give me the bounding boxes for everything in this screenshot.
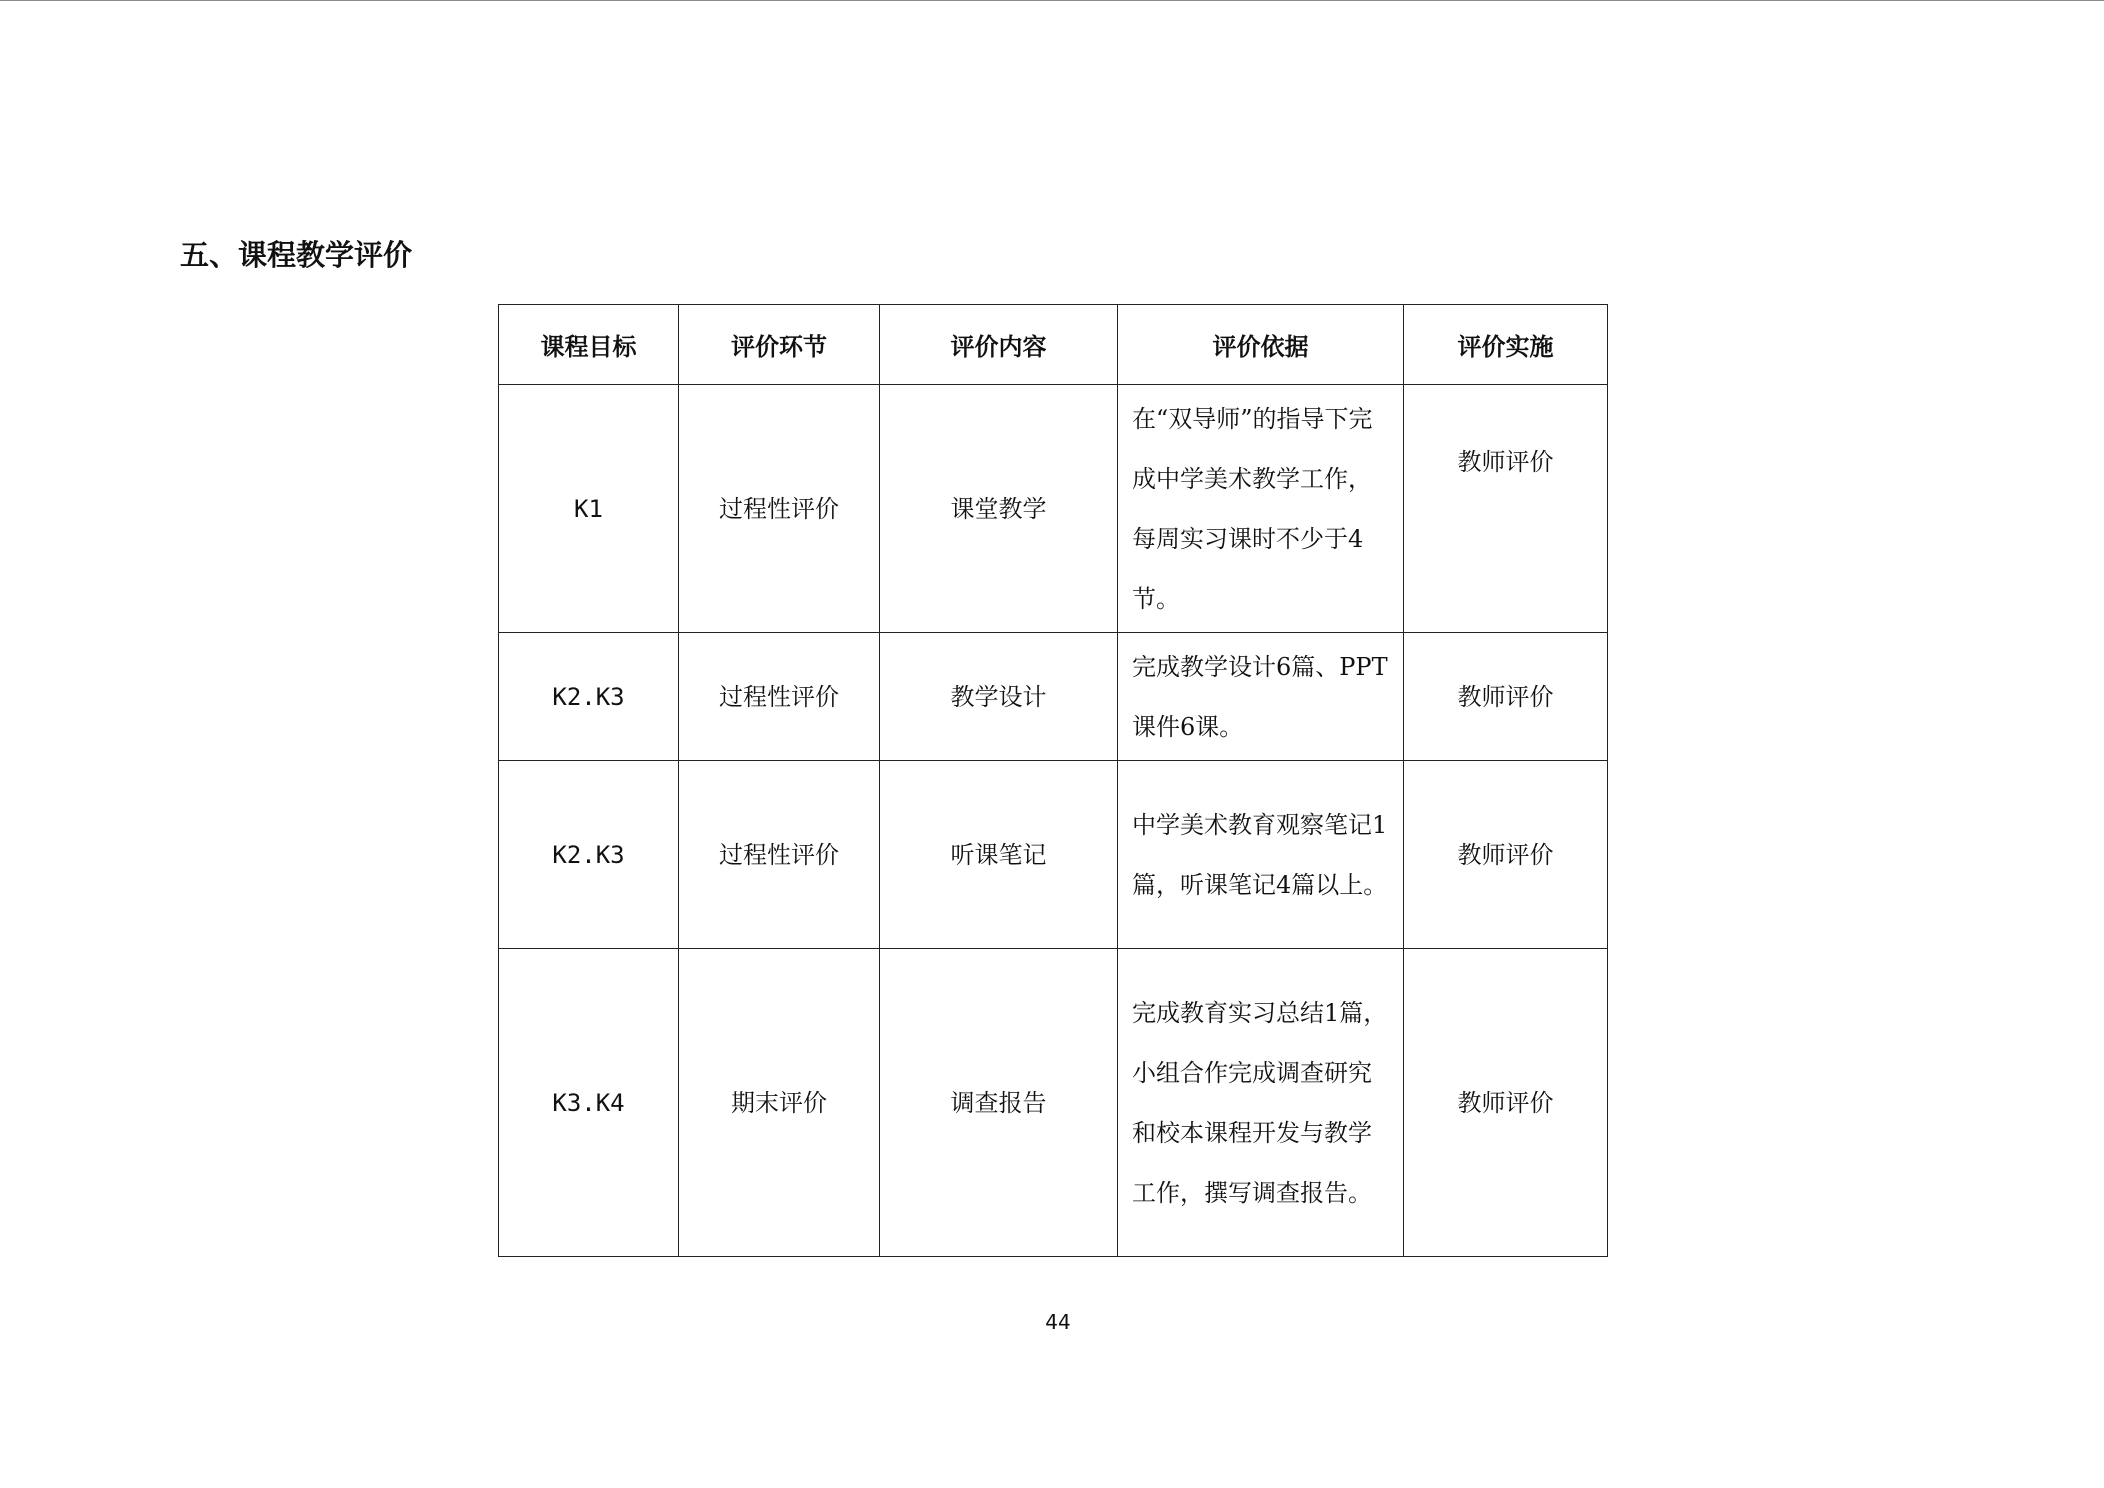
cell-goal: K2.K3 bbox=[499, 633, 679, 761]
cell-basis: 中学美术教育观察笔记1篇，听课笔记4篇以上。 bbox=[1118, 761, 1404, 949]
cell-implementation: 教师评价 bbox=[1404, 633, 1608, 761]
top-border-line bbox=[0, 0, 2104, 1]
page-number: 44 bbox=[1045, 1310, 1071, 1334]
cell-basis: 在“双导师”的指导下完成中学美术教学工作，每周实习课时不少于4节。 bbox=[1118, 385, 1404, 633]
table-row bbox=[499, 949, 1608, 1257]
header-evaluation-stage: 评价环节 bbox=[679, 305, 880, 385]
cell-goal: K2.K3 bbox=[499, 761, 679, 949]
cell-implementation: 教师评价 bbox=[1404, 761, 1608, 949]
cell-content: 教学设计 bbox=[880, 633, 1118, 761]
cell-stage: 过程性评价 bbox=[679, 633, 880, 761]
cell-stage: 过程性评价 bbox=[679, 761, 880, 949]
header-course-goal: 课程目标 bbox=[499, 305, 679, 385]
cell-content: 课堂教学 bbox=[880, 385, 1118, 633]
cell-stage: 过程性评价 bbox=[679, 385, 880, 633]
cell-implementation: 教师评价 bbox=[1404, 385, 1608, 633]
evaluation-table bbox=[498, 304, 1608, 1257]
cell-implementation: 教师评价 bbox=[1404, 949, 1608, 1257]
cell-content: 调查报告 bbox=[880, 949, 1118, 1257]
header-evaluation-implementation: 评价实施 bbox=[1404, 305, 1608, 385]
cell-goal: K3.K4 bbox=[499, 949, 679, 1257]
cell-basis: 完成教育实习总结1篇，小组合作完成调查研究和校本课程开发与教学工作，撰写调查报告。 bbox=[1118, 949, 1404, 1257]
table-row bbox=[499, 385, 1608, 633]
table-row bbox=[499, 633, 1608, 761]
header-evaluation-content: 评价内容 bbox=[880, 305, 1118, 385]
table-header-row bbox=[499, 305, 1608, 385]
cell-stage: 期末评价 bbox=[679, 949, 880, 1257]
section-title: 五、课程教学评价 bbox=[180, 238, 413, 272]
cell-goal: K1 bbox=[499, 385, 679, 633]
cell-content: 听课笔记 bbox=[880, 761, 1118, 949]
table-row bbox=[499, 761, 1608, 949]
cell-basis: 完成教学设计6篇、PPT课件6课。 bbox=[1118, 633, 1404, 761]
header-evaluation-basis: 评价依据 bbox=[1118, 305, 1404, 385]
